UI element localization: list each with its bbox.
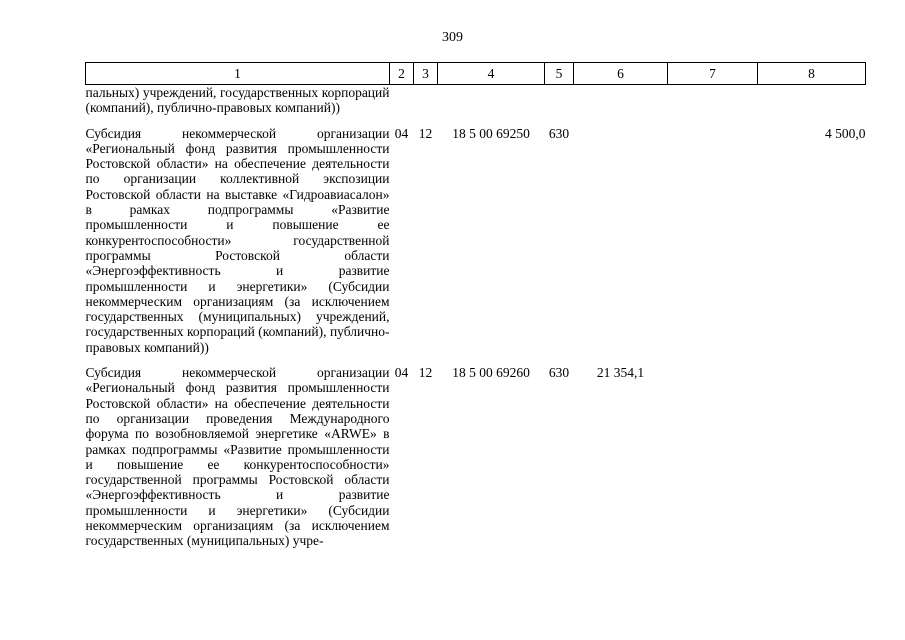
- row-target-code: [438, 85, 545, 116]
- column-number-header: [86, 63, 866, 85]
- table-row: [86, 85, 866, 116]
- column-header-5: 5: [545, 63, 574, 85]
- row-amount-col6: [574, 116, 668, 355]
- row-section: 04: [394, 125, 409, 141]
- row-amount-col8: 4 500,0: [825, 125, 866, 141]
- row-subsection: 12: [418, 125, 433, 141]
- column-header-8: 8: [758, 63, 866, 85]
- row-expense-type: 630: [548, 365, 570, 381]
- column-header-4: 4: [438, 63, 545, 85]
- column-header-7: 7: [668, 63, 758, 85]
- column-header-1: 1: [86, 63, 390, 85]
- page-number: 309: [442, 30, 463, 45]
- row-target-code: 18 5 00 69250: [452, 125, 530, 141]
- row-section: 04: [394, 365, 409, 381]
- column-header-6: 6: [574, 63, 668, 85]
- column-header-2: 2: [390, 63, 414, 85]
- row-description: пальных) учреждений, государственных корпораций (компаний), публично-правовых компаний)): [85, 85, 390, 116]
- row-expense-type: 630: [548, 125, 570, 141]
- row-description: Субсидия некоммерческой организации «Региональный фонд развития промышленности Ростовской области» на обеспечение деятельности по организации проведения Международного форума по возобновляемой энергетике «ARWE» в рамках подпрограммы «Развитие промышленности и повышение ее конкурентоспособности» государственной программы Ростовской области «Энергоэффективность и развитие промышленности и энергетики» (Субсидии некоммерческим организациям (за исключением государственных (муниципальных) учре-: [85, 365, 390, 549]
- row-target-code: 18 5 00 69260: [452, 365, 530, 381]
- table-row: [86, 116, 866, 355]
- row-amount-col8: [758, 355, 866, 549]
- column-header-3: 3: [414, 63, 438, 85]
- row-subsection: 12: [418, 365, 433, 381]
- row-description: Субсидия некоммерческой организации «Региональный фонд развития промышленности Ростовской области» на обеспечение деятельности по организации коллективной экспозиции Ростовской области на выставке «Гидроавиасалон» в рамках подпрограммы «Развитие промышленности и повышение ее конкурентоспособности» государственной программы Ростовской области «Энергоэффективность и развитие промышленности и энергетики» (Субсидии некоммерческим организациям (за исключением государственных (муниципальных) учреждений, государственных корпораций (компаний), публично-правовых компаний)): [85, 125, 390, 355]
- table-row: [86, 355, 866, 549]
- row-expense-type: [545, 85, 574, 116]
- row-amount-col7: [668, 85, 758, 116]
- row-subsection: [414, 85, 438, 116]
- budget-table: [85, 62, 866, 549]
- row-amount-col6: 21 354,1: [596, 365, 645, 381]
- row-section: [390, 85, 414, 116]
- row-amount-col7: [668, 355, 758, 549]
- row-amount-col7: [668, 116, 758, 355]
- row-amount-col8: [758, 85, 866, 116]
- row-amount-col6: [574, 85, 668, 116]
